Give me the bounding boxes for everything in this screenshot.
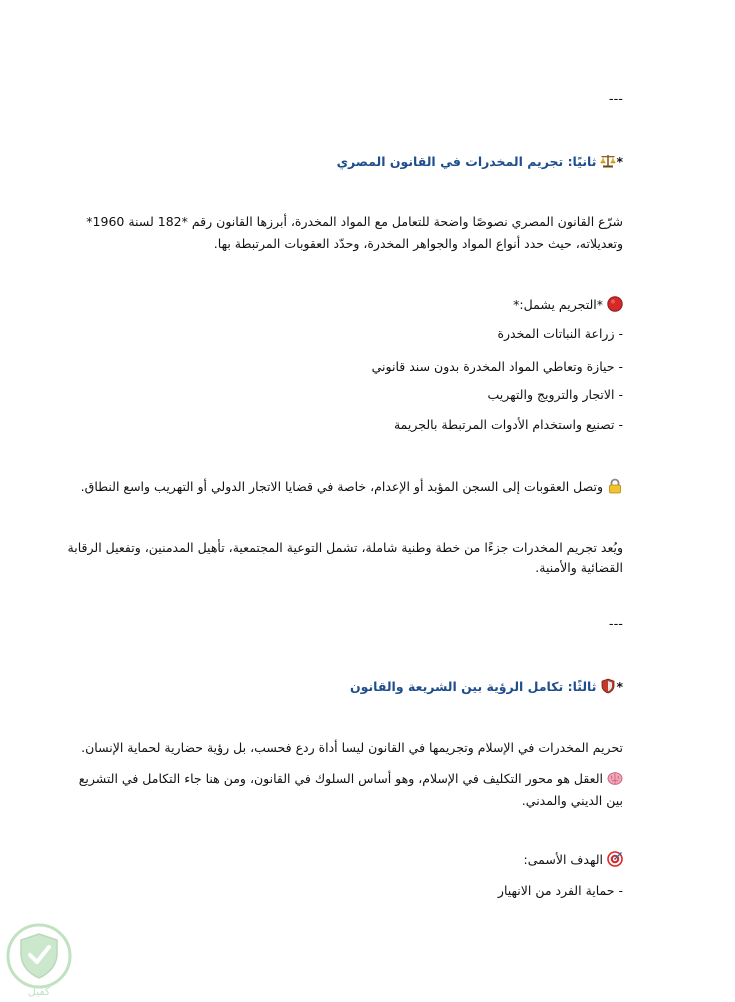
- target-icon: [607, 851, 623, 875]
- plan-line2: القضائية والأمنية.: [535, 560, 623, 575]
- penalty-text: وتصل العقوبات إلى السجن المؤبد أو الإعدام، خاصة في قضايا الاتجار الدولي أو التهريب واسع النطاق.: [80, 479, 603, 494]
- heading-star: *: [616, 154, 623, 169]
- lock-icon: [607, 478, 623, 502]
- section2-heading: [113, 150, 623, 177]
- section2-title: ثانيًا: تجريم المخدرات في القانون المصري: [336, 154, 597, 169]
- red-circle-icon: [607, 296, 623, 320]
- separator-mid: ---: [608, 617, 623, 632]
- section2-intro-line2: وتعديلاته، حيث حدد أنواع المواد والجواهر المخدرة، وحدّد العقوبات المرتبطة بها.: [213, 236, 623, 251]
- goal-label: الهدف الأسمى:: [523, 852, 603, 867]
- goal-label-row: [113, 848, 623, 875]
- goal-item: - حماية الفرد من الانهيار: [497, 883, 623, 898]
- section2-intro-line1: شرّع القانون المصري نصوصًا واضحة للتعامل مع المواد المخدرة، أبرزها القانون رقم *182 لسنة 1960*: [86, 214, 623, 229]
- criminalization-label: *التجريم يشمل:*: [513, 297, 603, 312]
- brain-line2: بين الديني والمدني.: [521, 793, 623, 808]
- heading-star: *: [616, 679, 623, 694]
- list-item: - الاتجار والترويج والتهريب: [487, 387, 623, 402]
- list-item: - حيازة وتعاطي المواد المخدرة بدون سند قانوني: [371, 359, 623, 374]
- list-item: - تصنيع واستخدام الأدوات المرتبطة بالجريمة: [393, 417, 623, 432]
- criminalization-label-row: [113, 293, 623, 320]
- penalty-row: [80, 475, 623, 502]
- section3-title: ثالثًا: تكامل الرؤية بين الشريعة والقانون: [349, 679, 597, 694]
- balance-scale-icon: [600, 153, 616, 177]
- plan-line1: ويُعد تجريم المخدرات جزءًا من خطة وطنية شاملة، تشمل التوعية المجتمعية، تأهيل المدمنين، وتفعيل الرقابة: [67, 540, 623, 555]
- list-item: - زراعة النباتات المخدرة: [497, 326, 623, 341]
- watermark-logo: [2, 922, 76, 998]
- section3-line1: تحريم المخدرات في الإسلام وتجريمها في القانون ليسا أداة ردع فحسب، بل رؤية حضارية لحماية الإنسان.: [81, 740, 623, 755]
- watermark-text: كفيل: [27, 985, 51, 998]
- section3-heading: [113, 675, 623, 702]
- shield-check-logo: [2, 922, 76, 998]
- brain-line1: العقل هو محور التكليف في الإسلام، وهو أساس السلوك في القانون، ومن هنا جاء التكامل في التشريع: [78, 771, 603, 786]
- shield-icon: [600, 678, 616, 702]
- separator-top: ---: [608, 92, 623, 107]
